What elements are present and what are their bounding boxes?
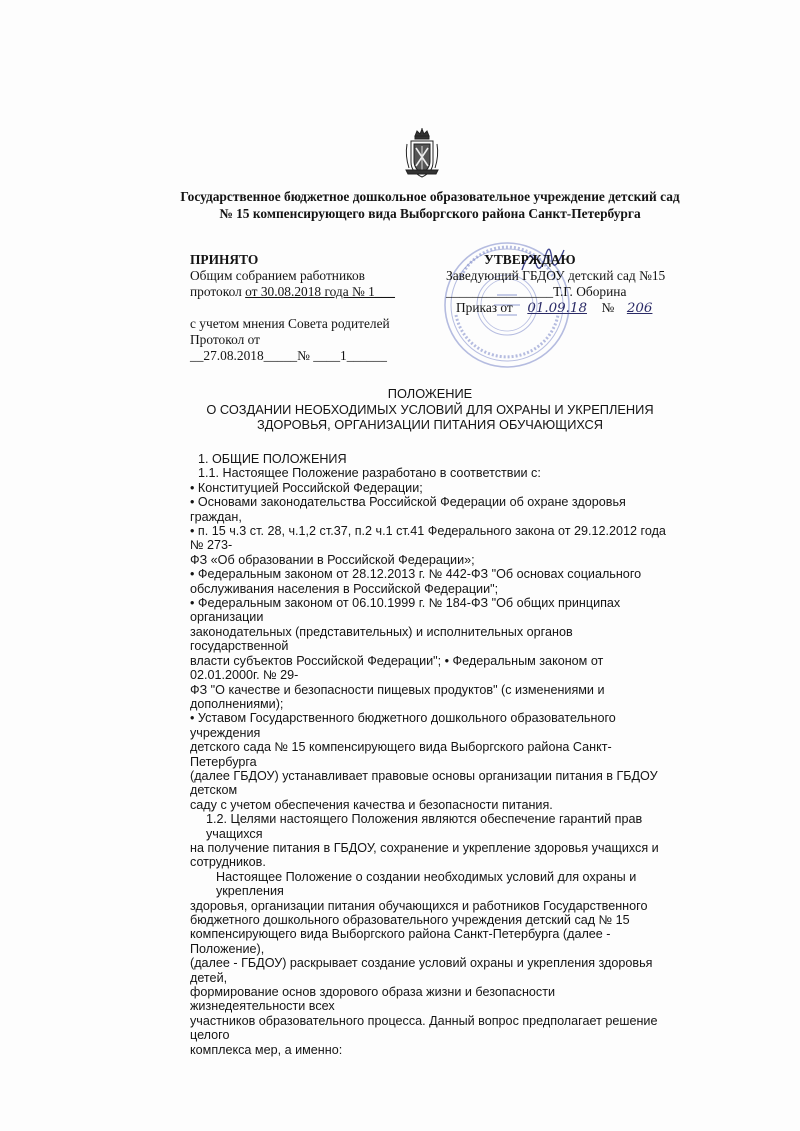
text-line: детского сада № 15 компенсирующего вида Выборгского района Санкт-Петербурга	[190, 740, 612, 769]
section-heading: 1. ОБЩИЕ ПОЛОЖЕНИЯ	[198, 452, 347, 466]
text-line: бюджетного дошкольного образовательного учреждения детский сад № 15	[190, 913, 630, 927]
text-line: власти субъектов Российской Федерации"; • Федеральным законом от 02.01.2000г. № 29-	[190, 653, 604, 683]
text-line: сотрудников.	[190, 855, 266, 870]
document-body	[190, 452, 670, 1057]
clause-1-2: 1.2. Целями настоящего Положения являются обеспечение гарантий прав учащихся	[206, 812, 643, 841]
accepted-protocol-label: протокол	[190, 284, 246, 299]
text-line: комплекса мер, а именно:	[190, 1042, 343, 1057]
parents-protocol-label: Протокол от	[190, 332, 260, 347]
organization-title	[160, 188, 700, 222]
approved-order	[456, 300, 662, 318]
clause-1-1: 1.1. Настоящее Положение разработано в соответствии с:	[198, 466, 541, 481]
accepted-protocol	[190, 284, 395, 301]
list-item: • Уставом Государственного бюджетного дошкольного образовательного учреждения	[190, 711, 616, 740]
text-line: саду с учетом обеспечения качества и безопасности питания.	[190, 797, 553, 812]
text-line: формирование основ здорового образа жизни и безопасности жизнедеятельности всех	[190, 985, 556, 1014]
document-title-line1: О СОЗДАНИИ НЕОБХОДИМЫХ УСЛОВИЙ ДЛЯ ОХРАНЫ И УКРЕПЛЕНИЯ	[206, 401, 654, 417]
text-line: законодательных (представительных) и исполнительных органов государственной	[190, 624, 573, 654]
text-line: ФЗ «Об образовании в Российской Федерации»;	[190, 552, 475, 567]
list-item: • п. 15 ч.3 ст. 28, ч.1,2 ст.37, п.2 ч.1 ст.41 Федерального закона от 29.12.2012 года № 273-	[190, 524, 666, 553]
text-line: ФЗ "О качестве и безопасности пищевых продуктов" (с изменениями и дополнениями);	[190, 682, 605, 711]
document-type: ПОЛОЖЕНИЕ	[387, 386, 473, 401]
order-label: Приказ от	[456, 300, 513, 315]
paragraph-start: Настоящее Положение о создании необходимых условий для охраны и укрепления	[216, 869, 637, 899]
list-item: • Федеральным законом от 28.12.2013 г. № 442-ФЗ "Об основах социального	[190, 567, 642, 582]
approved-title: УТВЕРЖДАЮ	[484, 252, 576, 267]
text-line: (далее ГБДОУ) устанавливает правовые основы организации питания в ГБДОУ детском	[190, 768, 658, 798]
list-item: • Основами законодательства Российской Федерации об охране здоровья граждан,	[190, 495, 626, 524]
order-date: 01.09.18	[527, 301, 587, 316]
document-heading	[150, 386, 710, 433]
list-item: • Конституцией Российской Федерации;	[190, 480, 423, 495]
order-number: 206	[626, 301, 653, 316]
coat-of-arms-emblem	[403, 128, 441, 180]
organization-name-line2: № 15 компенсирующего вида Выборгского района Санкт-Петербурга	[219, 206, 641, 221]
organization-name-line1: Государственное бюджетное дошкольное образовательное учреждение детский сад	[180, 189, 680, 204]
parents-protocol-value: __27.08.2018_____№ ____1______	[190, 348, 387, 363]
accepted-by-assembly: Общим собранием работников	[190, 268, 365, 283]
text-line: обслуживания населения в Российской Федерации";	[190, 581, 499, 596]
text-line: здоровья, организации питания обучающихся и работников Государственного	[190, 898, 648, 913]
approved-head-signature-line: ________________Т.Г. Оборина	[446, 284, 627, 299]
text-line: на получение питания в ГБДОУ, сохранение и укрепление здоровья учащихся и	[190, 840, 659, 855]
document-title-line2: ЗДОРОВЬЯ, ОРГАНИЗАЦИИ ПИТАНИЯ ОБУЧАЮЩИХСЯ	[256, 417, 603, 432]
text-line: компенсирующего вида Выборгского района Санкт-Петербурга (далее - Положение),	[190, 927, 611, 956]
text-line: участников образовательного процесса. Данный вопрос предполагает решение целого	[190, 1013, 658, 1043]
approved-head-position: Заведующий ГБДОУ детский сад №15	[446, 268, 666, 283]
list-item: • Федеральным законом от 06.10.1999 г. № 184-ФЗ "Об общих принципах организации	[190, 596, 621, 625]
accepted-title: ПРИНЯТО	[190, 252, 259, 267]
text-line: (далее - ГБДОУ) раскрывает создание условий охраны и укрепления здоровья детей,	[190, 956, 653, 985]
order-number-label: №	[601, 300, 615, 315]
parents-council-note: с учетом мнения Совета родителей	[190, 316, 390, 331]
accepted-protocol-value: от 30.08.2018 года № 1___	[245, 284, 395, 299]
